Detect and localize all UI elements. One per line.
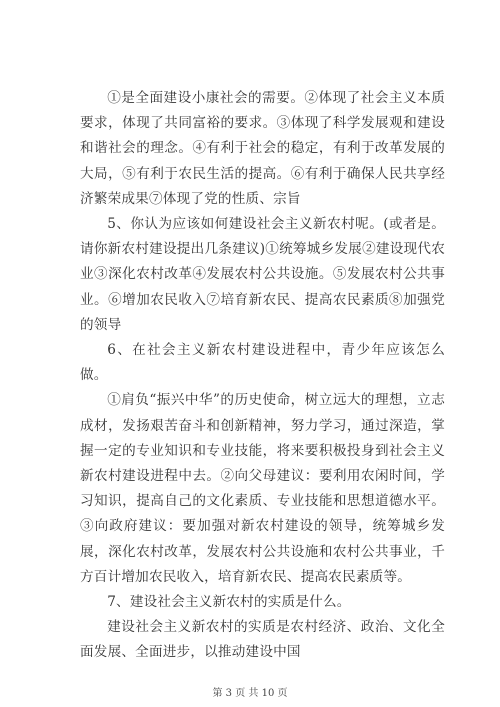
paragraph-question-6-answer: ①肩负“振兴中华”的历史使命，树立远大的理想，立志成材，发扬艰苦奋斗和创新精神，努力学习，通过深造，掌握一定的专业知识和专业技能，将来要积极投身到社会主义新农村建设进程中去。②向父母建议：要利用农闲时间，学习知识，提高自己的文化素质、专业技能和思想道德水平。③向政府建议：要加强对新农村建设的领导，统筹城乡发展，深化农村改革，发展农村公共设施和农村公共事业，千方百计增加农民收入，培育新农民、提高农民素质等。 [80, 392, 445, 585]
paragraph-question-7-answer: 建设社会主义新农村的实质是农村经济、政治、文化全面发展、全面进步，以推动建设中国 [80, 619, 445, 661]
document-body [80, 86, 445, 666]
page-footer: 第 3 页 共 10 页 [212, 688, 288, 699]
paragraph-question-6: 6、在社会主义新农村建设进程中，青少年应该怎么做。 [80, 342, 445, 384]
paragraph-significance-list: ①是全面建设小康社会的需要。②体现了社会主义本质要求，体现了共同富裕的要求。③体现了科学发展观和建设和谐社会的理念。④有利于社会的稳定，有利于改革发展的大局，⑤有利于农民生活的提高。⑥有利于确保人民共享经济繁荣成果⑦体现了党的性质、宗旨 [80, 90, 445, 207]
paragraph-question-5-answer: 5、你认为应该如何建设社会主义新农村呢。(或者是。请你新农村建设提出几条建议)①统筹城乡发展②建设现代农业③深化农村改革④发展农村公共设施。⑤发展农村公共事业。⑥增加农民收入⑦培育新农民、提高农民素质⑧加强党的领导 [80, 216, 445, 333]
paragraph-question-7: 7、建设社会主义新农村的实质是什么。 [107, 594, 351, 611]
